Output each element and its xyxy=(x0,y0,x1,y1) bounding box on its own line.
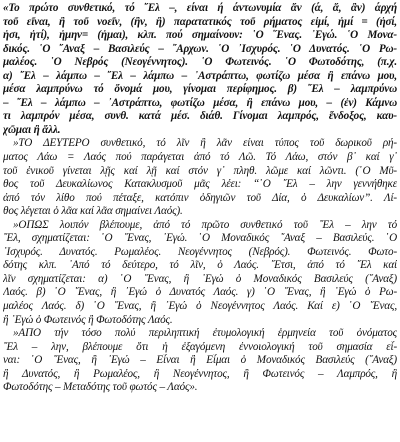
text-line: τοῦ εῖναι, ἢ τοῦ νοεῖν, (ἢν, ἢ) παρατατικός τοῦ ρήματος εἰμί, ἠμί = (ἠσί, xyxy=(3,15,397,28)
text-line: ἢ ᾽Εγώ ὁ Φωτεινός ἢ Φωτοδότης Λαός. xyxy=(3,313,173,326)
paragraph xyxy=(3,2,397,137)
text-line: »ΑΠΟ τήν τόσο πολύ περιληπτική ἐτυμολογική ἑρμηνεία τοῦ ὀνόματος xyxy=(13,327,397,340)
text-line: ἢ Δυνατός, ἢ Ρωμαλέος, ἢ Νεογέννητος, ἢ Φωτεινός – Λαμπρός, ἢ xyxy=(3,367,397,380)
text-line: ματος Λάω = Λαός πού παράγεται ἀπό τό Λῶ. Τό Λάω, στόν β᾽ καί γ᾽ xyxy=(3,151,397,164)
text-line: ναι: ῾Ο ῞Ενας, ἢ ᾽Εγώ – Εἶναι ἢ Εἶμαι ὁ Μοναδικός Βασιλεύς (῎Αναξ) xyxy=(3,354,397,367)
text-line: α) ῎Ελ – λάμπω – ῎Ελ – λάμπω – ᾽Αστράπτω, φωτίζω μέσα ἢ επάνω μου, xyxy=(3,69,397,82)
text-line: ᾽Ισχυρός. Δυνατός. Ρωμαλέος. Νεογέννητος (Νεβρός). Φωτεινός. Φωτο- xyxy=(3,245,397,258)
text-line: «Το πρώτο συνθετικό, τό ῎Ελ –, είναι ή άντωνυμία ἄν (ά, ἄ, ἂν) άρχή xyxy=(3,2,397,14)
text-line: θος λέγεται ὁ λᾶα καί λᾶα σημαίνει Λαός). xyxy=(3,205,183,218)
text-line: ῎Ελ – λην, βλέπουμε ὅτι ἡ ἐξαγόμενη ἐννοιολογική τοῦ σημασία εἶ- xyxy=(3,340,397,353)
text-line: χῶμαι ἢ ἄλλ. xyxy=(3,123,61,136)
text-line: τι λαμπρόν μέσα, συνθ. κατά μέσ. διάθ. Γίνομαι λαμπρός, ἔνδοξος, καυ- xyxy=(3,110,397,123)
text-line: ῎Ελ, σχηματίζεται: ῾Ο ῞Ενας, ᾽Εγώ. ῾Ο Μοναδικός ῎Αναξ – Βασιλεύς. ῾Ο xyxy=(3,232,397,245)
text-line: δότης κλπ. ᾽Από τό δεύτερο, τό λῖν, ὁ Λαός. ῎Ετσι, ἀπό τό ῎Ελ καί xyxy=(3,259,397,272)
text-line: ἀπό τόν λίθο πού πέταξε, κατόπιν ὁδηγιῶν τοῦ Δία, ὁ Δευκαλίων”. Λί- xyxy=(3,191,397,204)
text-line: Φωτοδότης – Μεταδότης τοῦ φωτός – Λαός». xyxy=(3,381,198,394)
text-line: μαλέος Λαός. δ) ῾Ο ῞Ενας, ἢ ᾽Εγώ ὁ Νεογέννητος Λαός. Καί ε) ῾Ο ῞Ενας, xyxy=(3,300,397,313)
text-line: »ΟΠΩΣ λοιπόν βλέπουμε, ἀπό τό πρῶτο συνθετικό τοῦ ῎Ελ – λην τό xyxy=(13,218,397,231)
text-line: Λαός. β) ῾Ο ῞Ενας, ἢ ᾽Εγώ ὁ Δυνατός Λαός. γ) ῾Ο ῞Ενας, ἢ ᾽Εγώ ὁ Ρω- xyxy=(3,286,397,299)
paragraph xyxy=(3,327,397,395)
text-line: – ῎Ελ – λάμπω – ᾽Αστράπτω, φωτίζω μέσα, ἢ επάνω μου, – (ἐν) Κάμνω xyxy=(3,96,397,109)
paragraph xyxy=(3,137,397,218)
text-line: μέσα λαμπρύνω τό ὄνομά μου, γίνομαι περίφημος. β) ῎Ελ – λαμπρύνω xyxy=(3,83,397,96)
text-line: δικός. ῾Ο ῎Αναξ – Βασιλεύς – ῎Αρχων. ῾Ο ᾽Ισχυρός. ῾Ο Δυνατός. ῾Ο Ρω- xyxy=(3,42,397,55)
text-line: θος τοῦ Δευκαλίωνος Κατακλυσμοῦ μᾶς λέει: “῾Ο ῎Ελ – λην γεννήθηκε xyxy=(3,178,397,191)
text-line: ἠσι, ἠτί), ἠμην= (ἠμαι), κλπ. πού σημαίνουν: ῾Ο ῞Ενας. ᾽Εγώ. ῾Ο Μονα- xyxy=(3,29,397,42)
text-line: τοῦ ἑνικοῦ γίνεται λῇς καί λῇ καί στόν γ᾽ πληθ. λῶμε καί λῶντι. (῾Ο Μῦ- xyxy=(3,164,397,177)
text-line: »ΤΟ ΔΕΥΤΕΡΟ συνθετικό, τό λῖν ἢ λᾶν είναι τύπος τοῦ δωρικοῦ ρή- xyxy=(13,137,397,150)
paragraph xyxy=(3,219,397,327)
text-line: μαλέος. ῾Ο Νεβρός (Νεογέννητος). ῾Ο Φωτεινός. ῾Ο Φωτοδότης, (π.χ. xyxy=(3,56,397,69)
text-line: λῖν σχηματίζεται: α) ῾Ο ῞Ενας, ἢ ᾽Εγώ ὁ Μοναδικός Βασιλεύς (῎Αναξ) xyxy=(3,272,397,285)
document-page xyxy=(3,2,397,440)
